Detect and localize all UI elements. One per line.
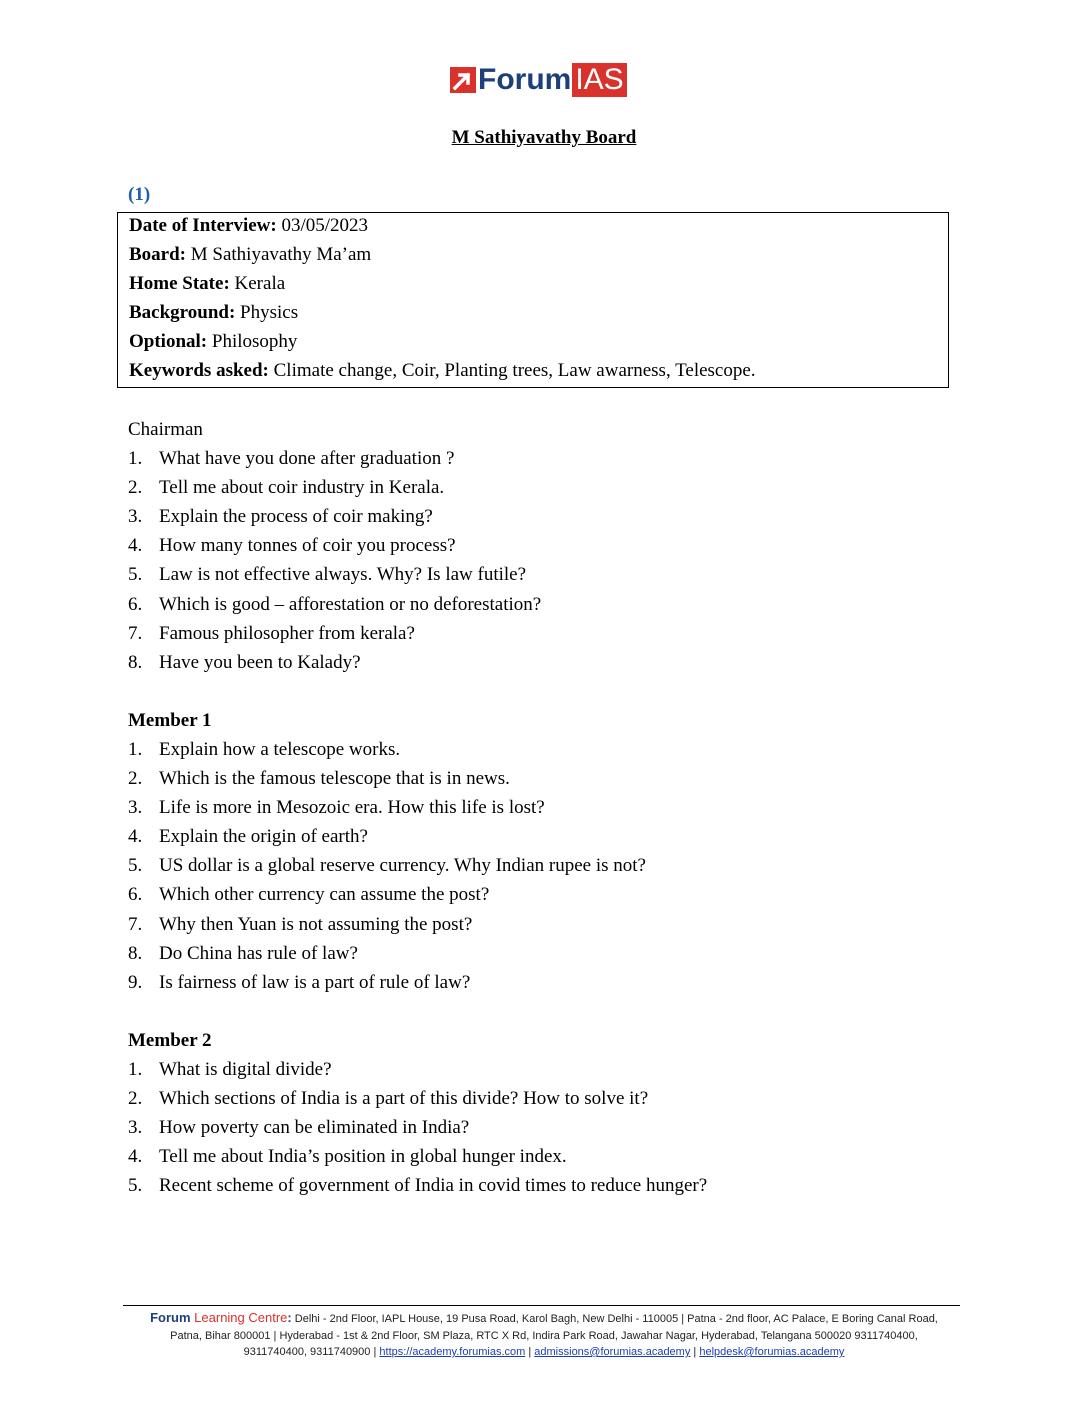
footer-line-2: Patna, Bihar 800001 | Hyderabad - 1st & 2nd Floor, SM Plaza, RTC X Rd, Indira Park Road, Jawahar Nagar, Hyderabad, Telangana 500020 9311740400, bbox=[170, 1329, 918, 1342]
section-number: (1) bbox=[128, 184, 151, 205]
member1-heading: Member 1 bbox=[128, 710, 212, 731]
question-text: US dollar is a global reserve currency. Why Indian rupee is not? bbox=[159, 855, 646, 876]
info-value: Climate change, Coir, Planting trees, Law awarness, Telescope. bbox=[268, 360, 756, 381]
member2-question bbox=[128, 1117, 469, 1139]
question-text: Which is good – afforestation or no deforestation? bbox=[159, 594, 542, 615]
chairman-question bbox=[128, 535, 456, 557]
question-number: 1. bbox=[128, 448, 143, 469]
member1-question bbox=[128, 768, 510, 790]
chairman-question bbox=[128, 652, 361, 674]
info-value: Philosophy bbox=[207, 331, 298, 352]
question-number: 2. bbox=[128, 768, 143, 789]
question-text: Do China has rule of law? bbox=[159, 943, 358, 964]
chairman-heading: Chairman bbox=[128, 419, 203, 440]
info-background bbox=[129, 302, 298, 324]
page-title bbox=[0, 127, 1088, 149]
info-board bbox=[129, 244, 371, 266]
member2-question bbox=[128, 1088, 648, 1110]
question-number: 7. bbox=[128, 914, 143, 935]
question-number: 2. bbox=[128, 1088, 143, 1109]
info-date bbox=[129, 215, 368, 237]
footer-forum: Forum bbox=[150, 1310, 191, 1325]
question-number: 8. bbox=[128, 652, 143, 673]
question-number: 1. bbox=[128, 739, 143, 760]
info-optional bbox=[129, 331, 297, 353]
info-keywords bbox=[129, 360, 756, 382]
question-number: 3. bbox=[128, 506, 143, 527]
question-number: 1. bbox=[128, 1059, 143, 1080]
member1-question bbox=[128, 943, 358, 965]
info-home-state bbox=[129, 273, 285, 295]
member2-question bbox=[128, 1175, 707, 1197]
question-number: 6. bbox=[128, 884, 143, 905]
question-text: How many tonnes of coir you process? bbox=[159, 535, 456, 556]
member1-question bbox=[128, 914, 472, 936]
chairman-question bbox=[128, 506, 433, 528]
question-number: 5. bbox=[128, 564, 143, 585]
question-number: 4. bbox=[128, 535, 143, 556]
question-text: How poverty can be eliminated in India? bbox=[159, 1117, 470, 1138]
member2-question bbox=[128, 1059, 332, 1081]
helpdesk-email-link[interactable]: helpdesk@forumias.academy bbox=[699, 1346, 845, 1358]
footer-separator: | bbox=[525, 1346, 535, 1358]
member1-question bbox=[128, 739, 400, 761]
question-number: 5. bbox=[128, 1175, 143, 1196]
admissions-email-link[interactable]: admissions@forumias.academy bbox=[534, 1346, 691, 1358]
academy-link[interactable]: https://academy.forumias.com bbox=[379, 1346, 526, 1358]
question-text: Recent scheme of government of India in covid times to reduce hunger? bbox=[159, 1175, 708, 1196]
info-label: Date of Interview: bbox=[129, 215, 277, 236]
logo-text-forum: Forum bbox=[478, 63, 572, 96]
footer-line-3 bbox=[128, 1344, 960, 1361]
chairman-question bbox=[128, 623, 415, 645]
info-label: Background: bbox=[129, 302, 236, 323]
info-label: Board: bbox=[129, 244, 186, 265]
question-text: Have you been to Kalady? bbox=[159, 652, 361, 673]
footer-learning-centre: Learning Centre bbox=[190, 1310, 288, 1325]
footer-separator: | bbox=[690, 1346, 700, 1358]
info-label: Optional: bbox=[129, 331, 208, 352]
member2-question bbox=[128, 1146, 567, 1168]
question-text: Is fairness of law is a part of rule of law? bbox=[159, 972, 471, 993]
question-text: Which sections of India is a part of this divide? How to solve it? bbox=[159, 1088, 649, 1109]
member1-question bbox=[128, 797, 545, 819]
question-text: Tell me about India’s position in global hunger index. bbox=[159, 1146, 567, 1167]
chairman-question bbox=[128, 477, 444, 499]
info-value: M Sathiyavathy Ma’am bbox=[186, 244, 372, 265]
info-value: Kerala bbox=[229, 273, 286, 294]
question-number: 3. bbox=[128, 797, 143, 818]
info-value: Physics bbox=[235, 302, 299, 323]
question-number: 2. bbox=[128, 477, 143, 498]
question-text: Explain the origin of earth? bbox=[159, 826, 368, 847]
question-number: 7. bbox=[128, 623, 143, 644]
chairman-question bbox=[128, 594, 541, 616]
page-footer bbox=[128, 1310, 960, 1361]
member1-question bbox=[128, 972, 470, 994]
info-label: Keywords asked: bbox=[129, 360, 269, 381]
question-number: 8. bbox=[128, 943, 143, 964]
logo-text-ias: IAS bbox=[572, 63, 626, 97]
question-number: 4. bbox=[128, 826, 143, 847]
question-text: Famous philosopher from kerala? bbox=[159, 623, 415, 644]
member1-question bbox=[128, 884, 489, 906]
question-text: Life is more in Mesozoic era. How this life is lost? bbox=[159, 797, 545, 818]
question-text: What have you done after graduation ? bbox=[159, 448, 455, 469]
member1-question bbox=[128, 826, 368, 848]
question-text: Why then Yuan is not assuming the post? bbox=[159, 914, 473, 935]
question-text: Law is not effective always. Why? Is law futile? bbox=[159, 564, 527, 585]
question-number: 4. bbox=[128, 1146, 143, 1167]
question-text: Explain the process of coir making? bbox=[159, 506, 433, 527]
member2-heading: Member 2 bbox=[128, 1030, 212, 1051]
question-number: 5. bbox=[128, 855, 143, 876]
chairman-question bbox=[128, 564, 526, 586]
info-label: Home State: bbox=[129, 273, 230, 294]
footer-address-1: Delhi - 2nd Floor, IAPL House, 19 Pusa Road, Karol Bagh, New Delhi - 110005 | Patna - 2nd floor, AC Palace, E Boring Canal Road, bbox=[291, 1313, 938, 1325]
member1-question bbox=[128, 855, 646, 877]
question-text: Which other currency can assume the post? bbox=[159, 884, 490, 905]
footer-phones: 9311740400, 9311740900 | bbox=[243, 1346, 380, 1358]
question-text: Tell me about coir industry in Kerala. bbox=[159, 477, 445, 498]
footer-divider bbox=[123, 1305, 960, 1306]
interview-info-box bbox=[117, 212, 949, 388]
question-text: Which is the famous telescope that is in news. bbox=[159, 768, 510, 789]
arrow-icon bbox=[450, 67, 476, 93]
page-title-text: M Sathiyavathy Board bbox=[451, 127, 637, 148]
question-text: What is digital divide? bbox=[159, 1059, 332, 1080]
question-text: Explain how a telescope works. bbox=[159, 739, 401, 760]
forumias-logo bbox=[450, 63, 627, 97]
footer-colon: : bbox=[287, 1310, 292, 1325]
info-value: 03/05/2023 bbox=[276, 215, 369, 236]
question-number: 3. bbox=[128, 1117, 143, 1138]
chairman-question bbox=[128, 448, 454, 470]
question-number: 9. bbox=[128, 972, 143, 993]
footer-line-1 bbox=[128, 1310, 960, 1328]
question-number: 6. bbox=[128, 594, 143, 615]
